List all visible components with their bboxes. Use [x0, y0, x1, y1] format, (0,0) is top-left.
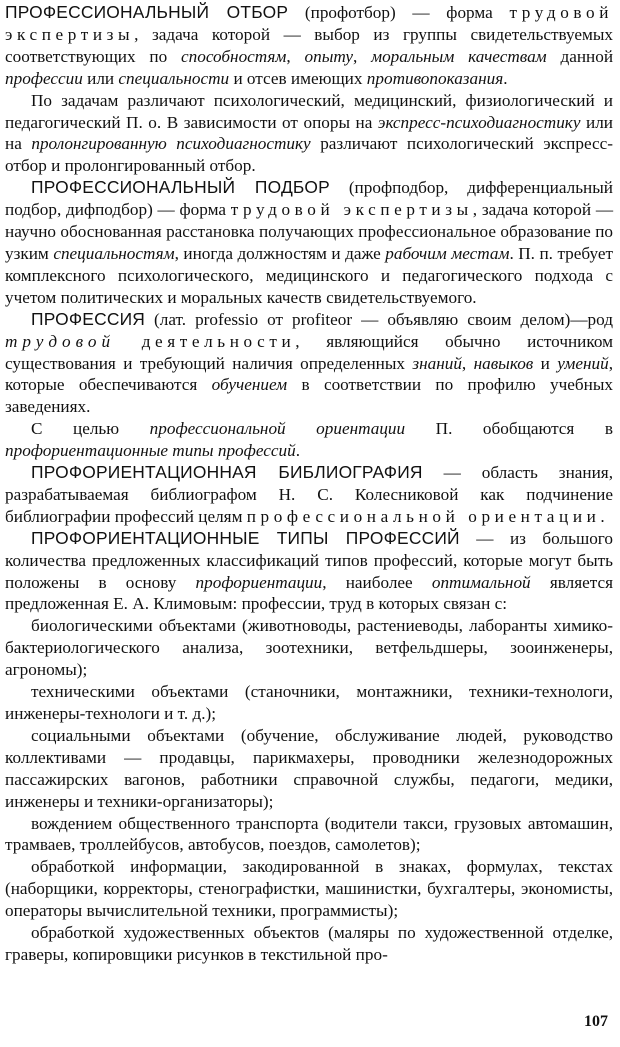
cross-reference: профориентации	[195, 572, 323, 592]
cross-reference: профориентационные типы профессий	[5, 441, 296, 461]
cross-reference: противопоказания	[366, 68, 504, 88]
cross-reference: специальности	[118, 68, 230, 88]
entry-term: ПРОФОРИЕНТАЦИОННАЯ БИБЛИОГРАФИЯ	[31, 462, 423, 483]
page-number: 107	[584, 1013, 608, 1031]
entry-professional-selection: ПРОФЕССИОНАЛЬНЫЙ ОТБОР (профотбор) — форма трудовой экспертизы, задача которой — выбор из группы свидетельствуемых соответствующих по способностям, опыту, моральным качествам данной профессии или специальности и отсев имеющих противопоказания.	[5, 2, 614, 88]
list-item: вождением общественного транспорта (водители такси, грузовых автомашин, трамваев, троллейбусов, автобусов, поездов, самолетов);	[5, 813, 613, 855]
cross-reference: моральным качествам	[371, 46, 547, 66]
cross-reference: обучением	[211, 375, 288, 395]
entry-term: ПРОФЕССИЯ	[31, 308, 146, 329]
entry-professional-placement: ПРОФЕССИОНАЛЬНЫЙ ПОДБОР (профподбор, дифференциальный подбор, дифподбор) — форма трудовой экспертизы, задача которой — научно обоснованная расстановка получающих профессиональное образование по узким специальностям, иногда должностям и даже рабочим местам. П. п. требует комплексного психологического, медицинского и педагогического подхода с учетом политических и моральных качеств свидетельствуемого.	[5, 177, 614, 307]
list-item: техническими объектами (станочники, монтажники, техники-технологи, инженеры-технологи и т. д.);	[5, 682, 613, 723]
entry-paragraph: По задачам различают психологический, медицинский, физиологический и педагогический П. о. В зависимости от опоры на экспресс-психодиагностику или на пролонгированную психодиагностику различают психологический экспресс-отбор и пролонгированный отбор.	[5, 90, 614, 176]
cross-reference: опыту	[304, 46, 353, 66]
cross-reference: специальностям	[53, 243, 175, 263]
entry-paragraph: С целью профессиональной ориентации П. обобщаются в профориентационные типы профессий.	[5, 419, 614, 461]
cross-reference: рабочим местам	[385, 243, 510, 263]
cross-reference: профессии	[5, 68, 83, 88]
cross-reference: способностям	[181, 46, 287, 66]
cross-reference: знаний	[412, 353, 462, 373]
entry-term: ПРОФЕССИОНАЛЬНЫЙ ПОДБОР	[31, 177, 330, 198]
entry-career-guidance-types: ПРОФОРИЕНТАЦИОННЫЕ ТИПЫ ПРОФЕССИЙ — из большого количества предложенных классификаций типов профессий, которые могут быть положены в основу профориентации, наиболее оптимальной является предложенная Е. А. Климовым: профессии, труд в которых связан с:	[5, 527, 614, 614]
cross-reference: оптимальной	[431, 572, 531, 592]
cross-reference: навыков	[473, 353, 534, 373]
list-item: биологическими объектами (животноводы, растениеводы, лаборанты химико-бактериологического анализа, зоотехники, ветфельдшеры, зооинженеры, агрономы);	[5, 616, 613, 680]
cross-reference: экспресс-психодиагностику	[377, 112, 581, 132]
entry-term: ПРОФОРИЕНТАЦИОННЫЕ ТИПЫ ПРОФЕССИЙ	[31, 527, 460, 548]
list-item: социальными объектами (обучение, обслуживание людей, руководство коллективами — продавцы, парикмахеры, проводники железнодорожных пассажирских вагонов, работники справочной службы, педагоги, медики, инженеры и техники-организаторы);	[5, 725, 613, 811]
cross-reference: пролонгированную психодиагностику	[31, 134, 311, 154]
entry-profession: ПРОФЕССИЯ (лат. professio от profiteor — объявляю своим делом)—род трудовой деятельности, являющийся обычно источником существования и требующий наличия определенных знаний, навыков и умений, которые обеспечиваются обучением в соответствии по профилю учебных заведениях.	[5, 308, 614, 417]
cross-reference: профессиональной ориентации	[149, 419, 406, 439]
cross-reference: умений	[557, 353, 609, 373]
entry-term: ПРОФЕССИОНАЛЬНЫЙ ОТБОР	[5, 2, 289, 22]
entry-career-guidance-bibliography: ПРОФОРИЕНТАЦИОННАЯ БИБЛИОГРАФИЯ — область знания, разрабатываемая библиографом Н. С. Колесниковой как подчинение библиографии профессий целям профессиональной ориентации.	[5, 462, 614, 526]
list-item: обработкой информации, закодированной в знаках, формулах, текстах (наборщики, корректоры, стенографистки, машинистки, бухгалтеры, экономисты, операторы вычислительной техники, программисты);	[5, 857, 613, 921]
list-item: обработкой художественных объектов (маляры по художественной отделке, граверы, копировщики рисунков в текстильной про-	[5, 923, 613, 964]
